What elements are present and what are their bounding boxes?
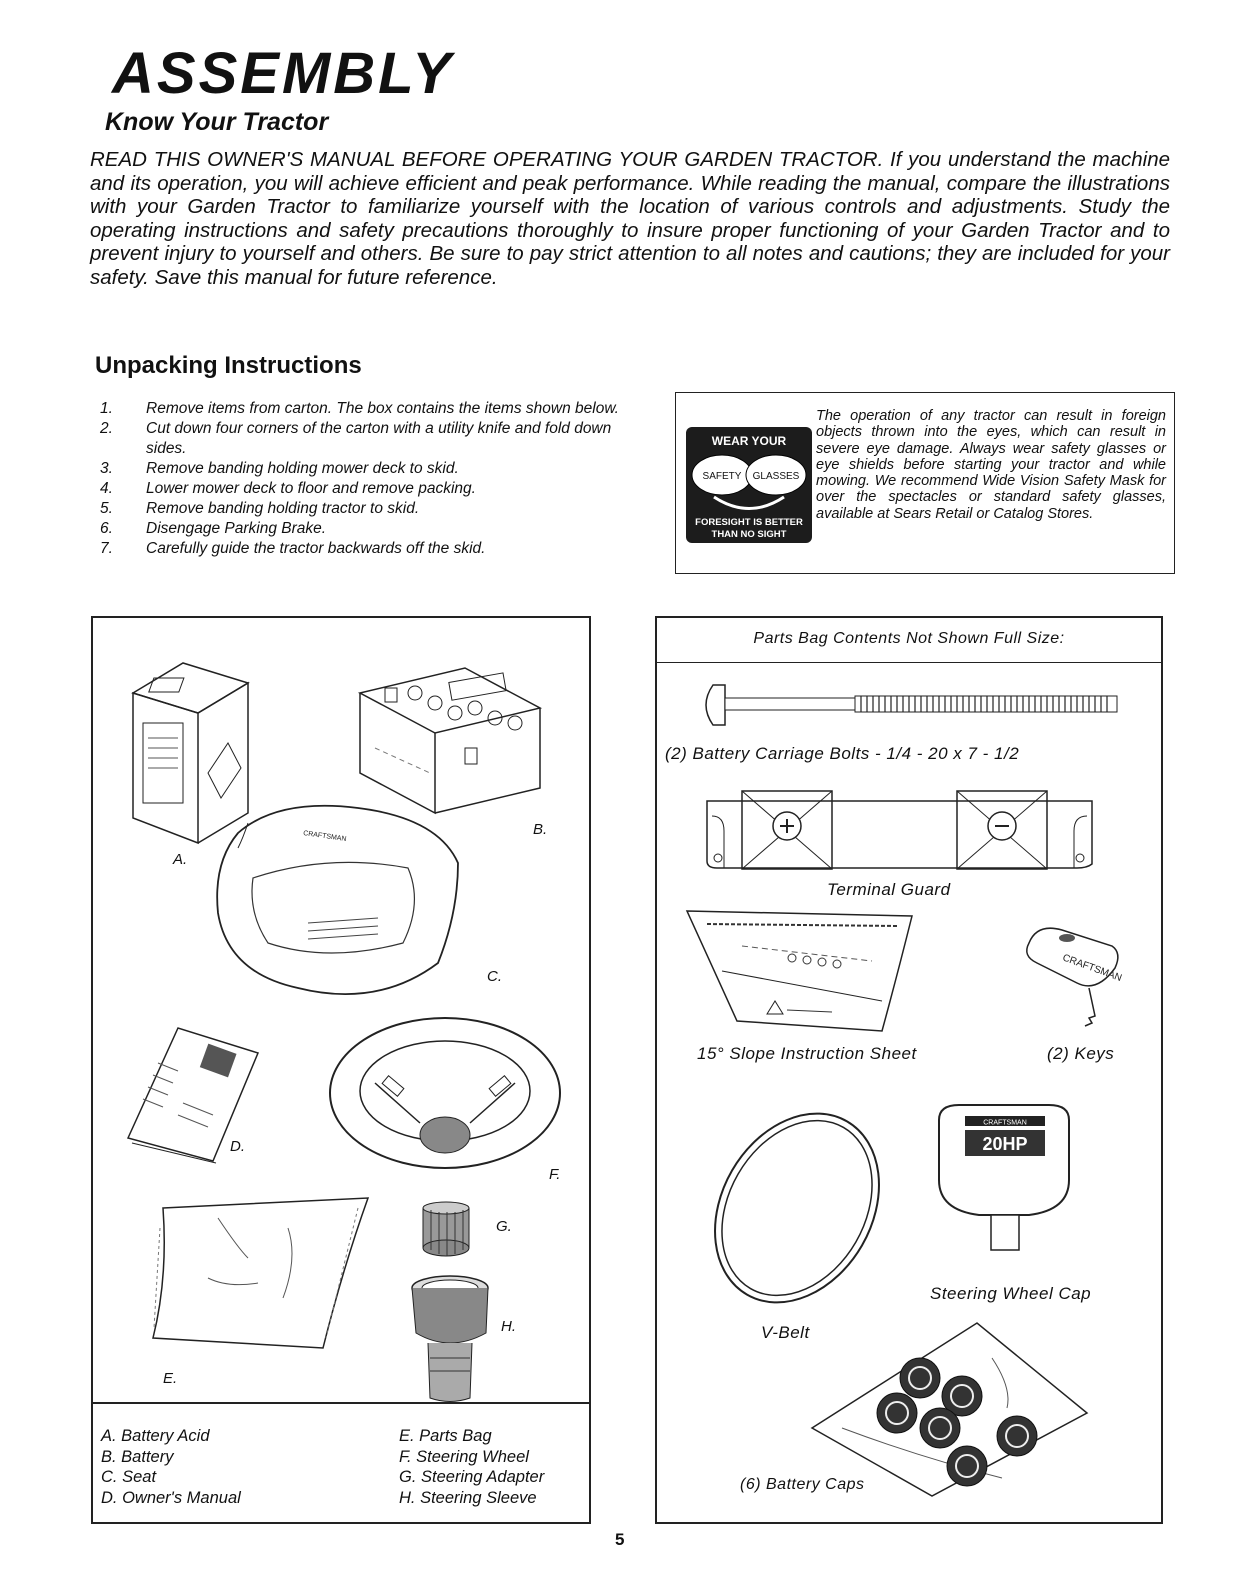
steering-sleeve-illustration bbox=[412, 1276, 488, 1402]
step-text: Remove items from carton. The box contains the items shown below. bbox=[146, 400, 619, 417]
step-number: 5. bbox=[100, 500, 113, 517]
step-text: Disengage Parking Brake. bbox=[146, 520, 327, 537]
step-number: 3. bbox=[100, 460, 113, 477]
figure-label-d: D. bbox=[230, 1138, 245, 1155]
step-number: 2. bbox=[100, 420, 113, 437]
badge-left-text: SAFETY bbox=[702, 471, 742, 482]
safety-notice-box bbox=[675, 392, 1175, 574]
page-number: 5 bbox=[615, 1530, 625, 1549]
steering-adapter-illustration bbox=[423, 1202, 469, 1256]
step-number: 4. bbox=[100, 480, 113, 497]
parts-bag-panel bbox=[655, 616, 1163, 1524]
battery-caps-illustration bbox=[812, 1323, 1087, 1496]
unpacking-heading: Unpacking Instructions bbox=[95, 352, 362, 379]
v-belt-label: V-Belt bbox=[761, 1323, 810, 1342]
legend-item: F. Steering Wheel bbox=[399, 1447, 529, 1466]
step-text: Lower mower deck to floor and remove packing. bbox=[146, 480, 476, 497]
legend-column-right bbox=[399, 1426, 544, 1508]
safety-glasses-badge-icon bbox=[684, 425, 814, 545]
seat-brand-text: CRAFTSMAN bbox=[302, 830, 347, 844]
figure-label-b: B. bbox=[533, 821, 548, 838]
step-number: 6. bbox=[100, 520, 113, 537]
battery-illustration bbox=[360, 668, 540, 813]
step-text: Carefully guide the tractor backwards off the skid. bbox=[146, 540, 486, 557]
safety-notice-text: The operation of any tractor can result in foreign objects thrown into the eyes, which can result in severe eye damage. Always wear safety glasses or eye shields before starting your tractor and while mowing. We recommend Wide Vision Safety Mask for over the spectacles or standard safety glasses, available at Sears Retail or Catalog Stores. bbox=[816, 408, 1166, 522]
keys-label: (2) Keys bbox=[1047, 1044, 1115, 1063]
figure-label-f: F. bbox=[549, 1166, 561, 1183]
step-item bbox=[100, 499, 620, 519]
page-title: ASSEMBLY bbox=[112, 41, 454, 106]
contents-legend bbox=[93, 1402, 589, 1522]
step-item bbox=[100, 519, 620, 539]
legend-item: A. Battery Acid bbox=[101, 1427, 210, 1445]
badge-bottom-text-2: THAN NO SIGHT bbox=[711, 529, 787, 540]
step-item bbox=[100, 419, 620, 459]
legend-item: C. Seat bbox=[101, 1468, 157, 1486]
step-item bbox=[100, 479, 620, 499]
v-belt-illustration bbox=[682, 1084, 912, 1332]
figure-label-a: A. bbox=[173, 851, 188, 868]
slope-instruction-sheet-illustration bbox=[687, 911, 912, 1031]
legend-item: G. Steering Adapter bbox=[399, 1468, 545, 1486]
figure-label-c: C. bbox=[487, 968, 502, 985]
carriage-bolt-illustration bbox=[706, 685, 1117, 725]
step-text: Remove banding holding tractor to skid. bbox=[146, 500, 420, 517]
parts-bag-illustration bbox=[153, 1198, 368, 1348]
intro-paragraph: READ THIS OWNER'S MANUAL BEFORE OPERATING YOUR GARDEN TRACTOR. If you understand the machine and its operation, you will achieve efficient and peak performance. While reading the manual, compare the illustrations with your Garden Tractor to familiarize yourself with the location of various controls and adjustments. Study the operating instructions and safety precautions thoroughly to insure proper functioning of your Garden Tractor and to prevent injury to yourself and others. Be sure to pay strict attention to all notes and cautions; they are included for your safety. Save this manual for future reference. bbox=[90, 148, 1170, 289]
legend-item: E. Parts Bag bbox=[399, 1427, 492, 1445]
battery-caps-label: (6) Battery Caps bbox=[740, 1476, 865, 1493]
step-number: 7. bbox=[100, 540, 113, 557]
step-item bbox=[100, 399, 620, 419]
figure-label-h: H. bbox=[501, 1318, 516, 1335]
legend-item: H. Steering Sleeve bbox=[399, 1488, 537, 1507]
legend-column-left bbox=[101, 1426, 241, 1508]
badge-bottom-text-1: FORESIGHT IS BETTER bbox=[695, 517, 803, 528]
step-text: Remove banding holding mower deck to skid. bbox=[146, 460, 459, 477]
step-item bbox=[100, 459, 620, 479]
legend-item: D. Owner's Manual bbox=[101, 1488, 241, 1507]
terminal-guard-label: Terminal Guard bbox=[827, 880, 951, 899]
key-brand-text: CRAFTSMAN bbox=[1060, 952, 1124, 985]
step-text: Cut down four corners of the carton with a utility knife and fold down sides. bbox=[146, 420, 612, 457]
section-subtitle: Know Your Tractor bbox=[105, 108, 329, 136]
cap-hp-text: 20HP bbox=[982, 1134, 1028, 1154]
badge-right-text: GLASSES bbox=[752, 471, 800, 482]
bolts-label: (2) Battery Carriage Bolts - 1/4 - 20 x 7 - 1/2 bbox=[665, 744, 1020, 763]
steering-wheel-illustration bbox=[330, 1018, 560, 1168]
slope-sheet-label: 15° Slope Instruction Sheet bbox=[697, 1044, 917, 1063]
parts-bag-header: Parts Bag Contents Not Shown Full Size: bbox=[657, 618, 1161, 663]
step-item bbox=[100, 539, 620, 559]
cap-brand-text: CRAFTSMAN bbox=[983, 1119, 1027, 1127]
steering-wheel-cap-illustration bbox=[939, 1105, 1069, 1250]
unpacking-steps bbox=[100, 399, 620, 559]
carton-contents-panel bbox=[91, 616, 591, 1524]
badge-top-text: WEAR YOUR bbox=[711, 434, 787, 448]
figure-label-g: G. bbox=[496, 1218, 512, 1235]
step-number: 1. bbox=[100, 400, 113, 417]
terminal-guard-illustration bbox=[707, 791, 1092, 869]
figure-label-e: E. bbox=[163, 1370, 178, 1387]
steering-cap-label: Steering Wheel Cap bbox=[930, 1284, 1092, 1303]
legend-item: B. Battery bbox=[101, 1447, 174, 1466]
